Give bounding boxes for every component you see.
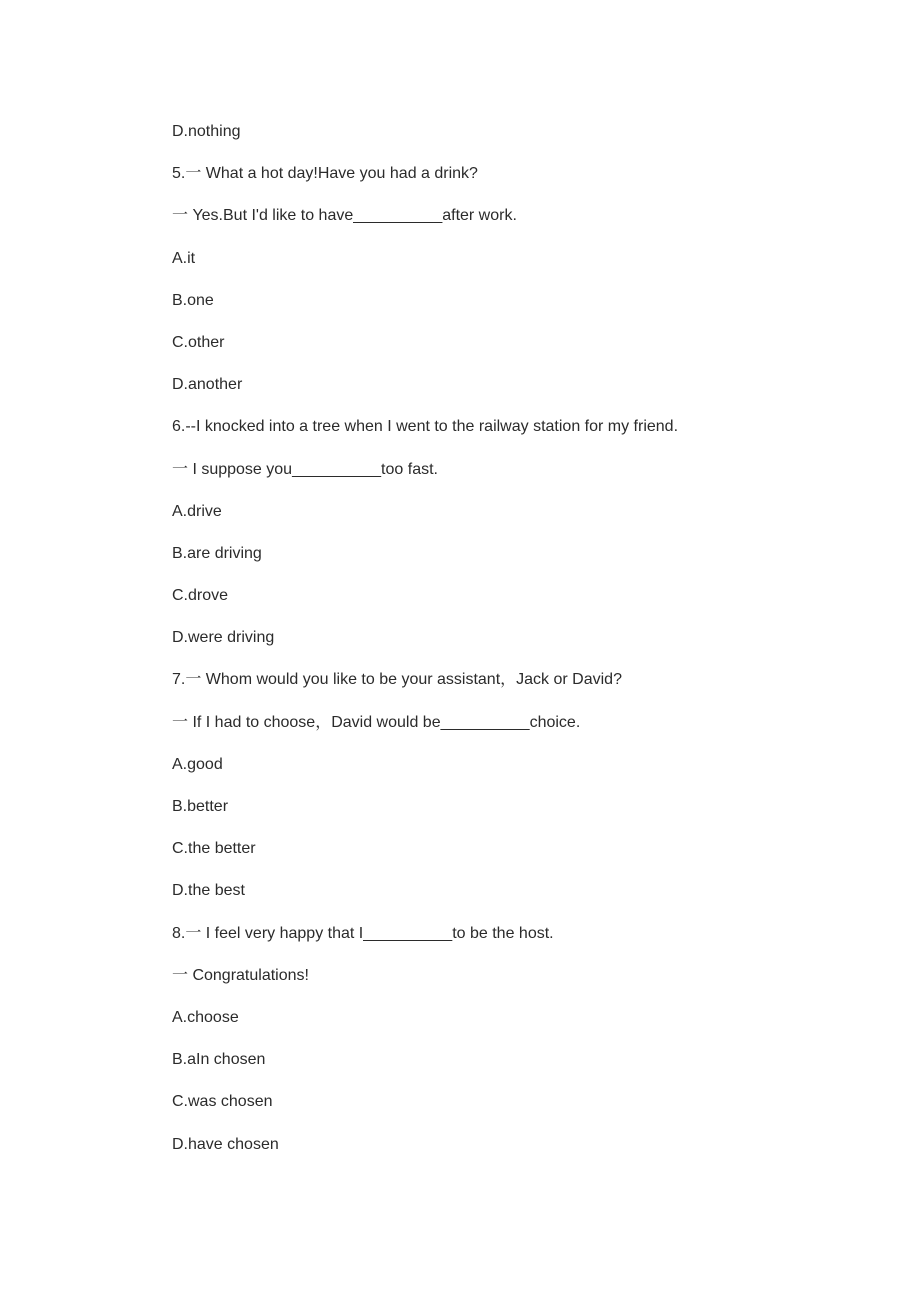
option-line: D.were driving bbox=[172, 629, 275, 647]
option-line: D.the best bbox=[172, 882, 245, 900]
question-line: 6.--I knocked into a tree when I went to the railway station for my friend. bbox=[172, 418, 679, 436]
option-line: C.the better bbox=[172, 840, 256, 858]
option-line: B.are driving bbox=[172, 544, 262, 562]
option-line: A.drive bbox=[172, 502, 222, 520]
option-line: C.other bbox=[172, 333, 225, 351]
answer-prompt-line: 一 Congratulations! bbox=[172, 966, 309, 984]
option-line: B.aIn chosen bbox=[172, 1051, 266, 1069]
option-line: A.good bbox=[172, 755, 223, 773]
option-line: D.have chosen bbox=[172, 1135, 279, 1153]
option-line: D.nothing bbox=[172, 123, 241, 140]
question-line: 7.一 Whom would you like to be your assistant，Jack or David? bbox=[172, 671, 622, 689]
option-line: D.another bbox=[172, 376, 243, 394]
answer-prompt-line: 一 If I had to choose，David would be__________choice. bbox=[172, 713, 581, 731]
option-line: A.it bbox=[172, 249, 196, 267]
option-line: B.one bbox=[172, 291, 214, 309]
question-line: 8.一 I feel very happy that I__________to be the host. bbox=[172, 924, 554, 942]
question-line: 5.一 What a hot day!Have you had a drink? bbox=[172, 165, 478, 183]
option-line: A.choose bbox=[172, 1008, 239, 1026]
option-line: B.better bbox=[172, 798, 229, 815]
answer-prompt-line: 一 Yes.But I'd like to have__________after work. bbox=[172, 207, 517, 225]
option-line: C.drove bbox=[172, 587, 229, 605]
option-line: C.was chosen bbox=[172, 1093, 273, 1111]
question-text-block bbox=[172, 120, 872, 1175]
answer-prompt-line: 一 I suppose you__________too fast. bbox=[172, 460, 438, 478]
